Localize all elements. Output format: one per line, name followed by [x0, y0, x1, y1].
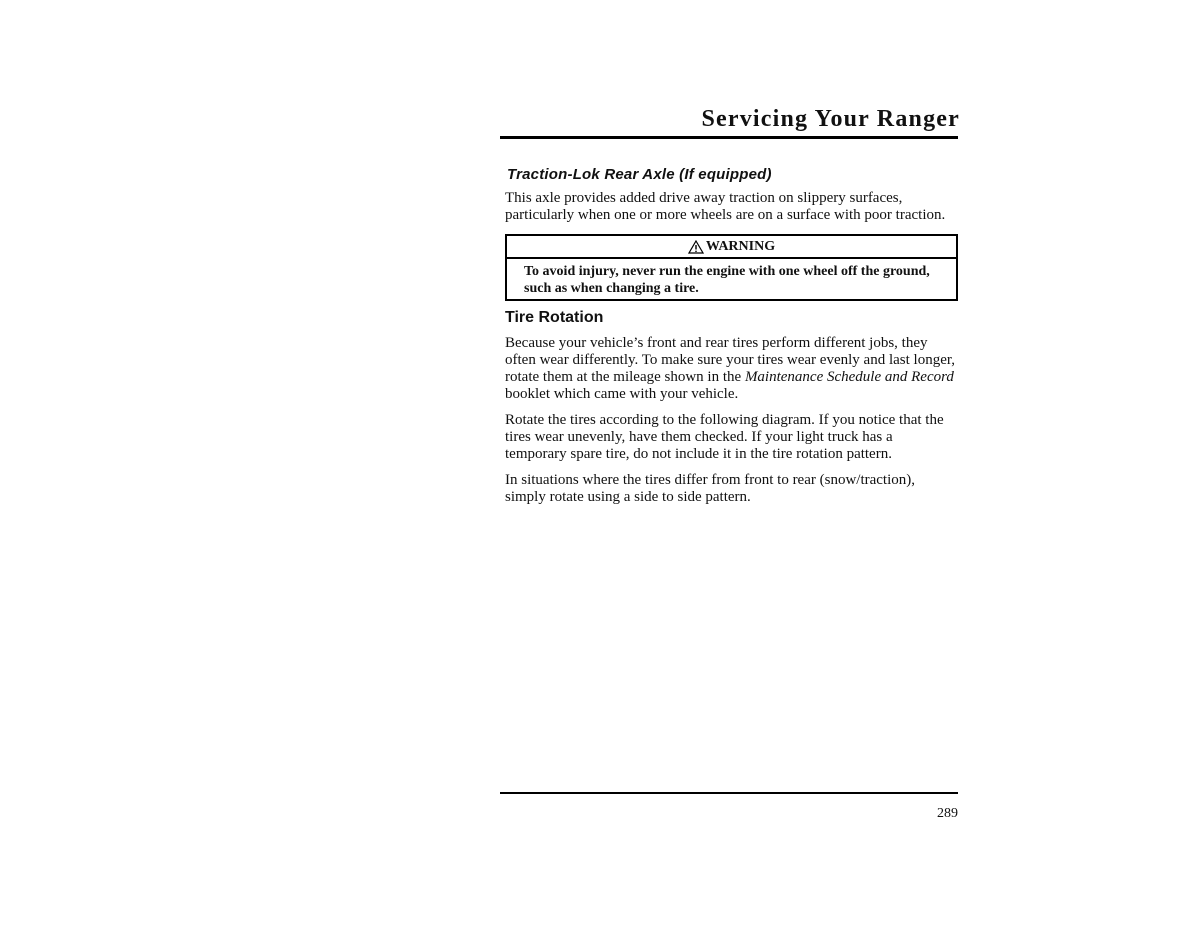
page-title: Servicing Your Ranger [701, 106, 960, 132]
warning-box [505, 234, 958, 301]
tire-rotation-p1-text-end: booklet which came with your vehicle. [505, 386, 739, 402]
page-content [505, 166, 958, 515]
warning-header [507, 236, 956, 259]
tire-rotation-paragraph-3: In situations where the tires differ from front to rear (snow/traction), simply rotate using a side to side pattern. [505, 472, 916, 505]
warning-text: To avoid injury, never run the engine with one wheel off the ground, such as when changing a tire. [524, 264, 930, 296]
footer-rule [500, 792, 958, 794]
warning-label: WARNING [705, 239, 776, 254]
tire-rotation-paragraph-1 [505, 335, 958, 403]
header-rule [500, 136, 958, 139]
booklet-title: Maintenance Schedule and Record [744, 369, 954, 385]
page-number: 289 [937, 806, 958, 821]
tire-rotation-p1-text: Because your vehicle’s front and rear tires perform different jobs, they often wear differently. To make sure your tires wear evenly and last longer, rotate them at the mileage shown in the [505, 335, 955, 385]
traction-lok-heading: Traction-Lok Rear Axle (If equipped) [507, 166, 772, 183]
tire-rotation-heading: Tire Rotation [505, 309, 604, 326]
warning-triangle-icon [688, 240, 704, 254]
traction-lok-paragraph: This axle provides added drive away traction on slippery surfaces, particularly when one or more wheels are on a surface with poor traction. [505, 190, 946, 223]
tire-rotation-paragraph-2: Rotate the tires according to the following diagram. If you notice that the tires wear unevenly, have them checked. If your light truck has a temporary spare tire, do not include it in the tire rotation pattern. [505, 412, 944, 462]
